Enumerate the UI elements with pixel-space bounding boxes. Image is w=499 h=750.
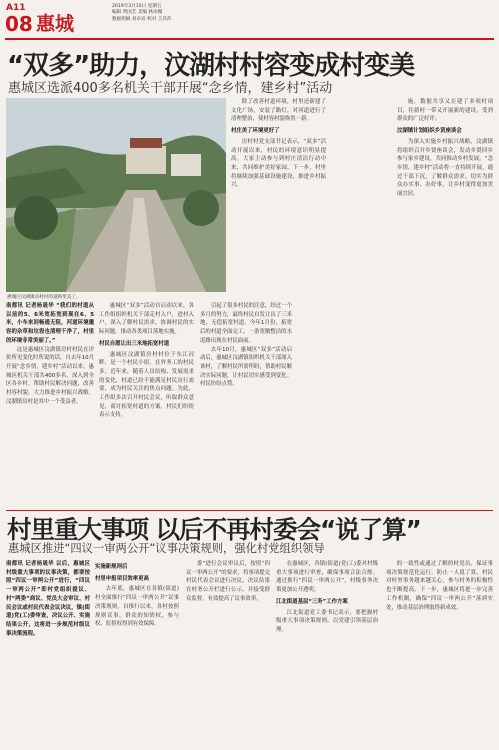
section-title: 惠城 (36, 13, 75, 35)
paragraph: 引起了很多村民的注意，经过一个多月的努力，最终村民自发让出了三米地，无偿拓宽村道。今年1月份，拓宽后的村道全面完工，一条宽敞整洁的水泥路出现在村民面前。 (200, 303, 292, 344)
edition-badge: A11 (6, 3, 26, 13)
article1-column-4 (231, 98, 326, 293)
paragraph: 南都讯 记者杨晟华 “我们的村道从以前的5、6米宽拓宽到现在6、5米，小车来回畅通无阻，河道环境邈容的杂草和垃圾也清理干净了，村里的环境非常美丽了。” (6, 303, 94, 344)
meta-line-proof: 数据组稿 刘卓岩 校对 王莎莎 (112, 16, 172, 22)
article2-column-1 (6, 560, 90, 745)
article2-column-3 (186, 560, 270, 745)
section-subhead: 村庄美了环境更好了 (231, 128, 280, 135)
paragraph: 去年10月，惠城区“双多”活动启动后，惠城区汶湖镇组织机关干部深入该村，了解村民所需所盼，帮助村民解决实际问题，让村民切实感受到变化。村民纷纷点赞。 (200, 346, 292, 388)
page-number: 08 (5, 12, 33, 36)
meta-line-date: 2019年3月15日 星期五 (112, 4, 162, 9)
photo-caption: 惠城区汶湖镇房村村的道路变美了。 (7, 295, 81, 300)
article2-headline: 村里重大事项 以后不再村委会“说了算” (7, 515, 421, 544)
article1-column-3 (200, 302, 292, 504)
paragraph: 惠城区汶湖镇房村村位于东江河畔，是一个村民小组，在外务工的村民多。近年来，随着人员结构、发展需求的变化，村道已经不能满足村民出行需要，成为村民关注的焦点问题。为此，工作组多次召开村民会议，听取群众意见，商讨拓宽村道的方案，村民们纷纷表示支持。 (99, 351, 194, 419)
meta-line-editor: 编辑 黄国艺 美编 林冰娜 (112, 10, 163, 16)
paragraph: 委”进行会议审议后，按照“四议一审两公开”的要求，将事项提交村民代表会议进行决议，决议结果在村务公开栏进行公示，并接受群众监督，有效提高了议事效率。 (186, 561, 270, 602)
article1-headline: “双多”助力，汶湖村村容变成村变美 (7, 51, 415, 81)
paragraph: 施，数据共享又在建了多项村项目，往新村一带又开展新的建设，受到群众的广泛好评。 (397, 99, 493, 123)
article2-subheadline: 惠城区推进“四议一审两公开”议事决策规则，强化村党组织领导 (8, 542, 325, 555)
paragraph: 江北街道党工委书记表示，要把握村级重大事项决策规则，以党建引领基层治理。 (276, 609, 378, 633)
article1-subheadline: 惠城区选派400多名机关干部开展“念乡情，建乡村”活动 (8, 81, 333, 96)
paragraph: 这是惠城区汶湖镇房村村民在评价所见变化时所说的话。自去年10月开展“念乡情，建乡村”活动以来，惠城区机关干部共400多名，深入到全区各乡村，帮助村民解决问题，改善村容村貌，大力推进乡村振兴战略。汶湖镇房村是其中一个受益者。 (6, 346, 94, 405)
section-subhead: 江北街道基层“三务”工作方案 (276, 598, 348, 605)
paragraph: 去年底，惠城区在各镇(街道)村全面推行“四议一审两公开”议事决策规则。自推行以来，各村按照规则议事，群众的知情权、参与权、监督权得到有效保障。 (95, 586, 179, 628)
article2-column-2 (95, 560, 179, 745)
paragraph: 房村村党支部书记表示，“双多”活动开展以来，村民的环境意识明显提高，大家主动参与到村庄清洁行动中来，共同维护美好家园。下一步，村里将继续加强基础设施建设，推进乡村振兴。 (231, 138, 326, 189)
article1-column-1 (6, 302, 94, 504)
article1-column-4b (298, 302, 393, 504)
article1-column-5 (397, 98, 493, 504)
village-road-image (6, 98, 226, 292)
paragraph: 为深入实施乡村振兴战略，汶湖镇将组织召开乡贤座谈会，发动乡贤回乡参与家乡建设，共同推动乡村发展。“念乡情，建乡村”活动将一直持续开展，通过干部下沉，了解群众需求，切实为群众办实事、办好事，让乡村变得更加美丽宜居。 (397, 138, 493, 198)
section-subhead: 村民自愿让出三米地拓宽村道 (99, 340, 170, 347)
header-rule (5, 38, 494, 40)
article2-column-4 (276, 560, 378, 745)
page-meta (112, 4, 172, 23)
section-subhead: 实施新规则后 (95, 564, 128, 570)
section-subhead: 汶湖镇计划组织乡贤座谈会 (397, 128, 462, 135)
paragraph: 的一致性或通过了解的村党员，保证事项决策规范化运行，防止一人说了算，村民对村里事务越来越关心，参与村务的积极性也不断提高。下一步，惠城区将进一步完善工作机制，确保“四议一审两公开”落到实处，推动基层治理取得新成效。 (386, 561, 493, 611)
paragraph: 除了改善村道环境，村里还新建了文化广场，安装了路灯，对河道进行了清理整治，使村容村貌焕然一新。 (231, 99, 326, 123)
article1-photo (6, 98, 226, 292)
section-subhead: 村里申报项目效率更高 (95, 575, 149, 582)
article1-column-2 (99, 302, 194, 504)
paragraph: 在惠城区，各镇(街道)党(工)委对村级重大事项进行审查，确保事项合法合规。通过推行“四议一审两公开”，村级事务决策更加公开透明。 (276, 561, 378, 594)
paragraph: 惠城区“双多”活动自启动以来，各工作组组织机关干部走村入户，进村入户，深入了解村民需求，协调村民的实际问题，推动各类项目落地实施。 (99, 303, 194, 336)
paragraph: 南都讯 记者杨晟华 以后，惠城区村级重大事项的议事决策，都要按照“四议一审两公开”进行，“四议一审两公开”即村党组织提议、村“两委”商议、党员大会审议、村民会议或村民代表会议决议，镇(街道)党(工)委审查，决议公开、实施结果公开，这将进一步规范村级议事决策流程。 (6, 561, 90, 637)
article2-column-5 (386, 560, 493, 745)
